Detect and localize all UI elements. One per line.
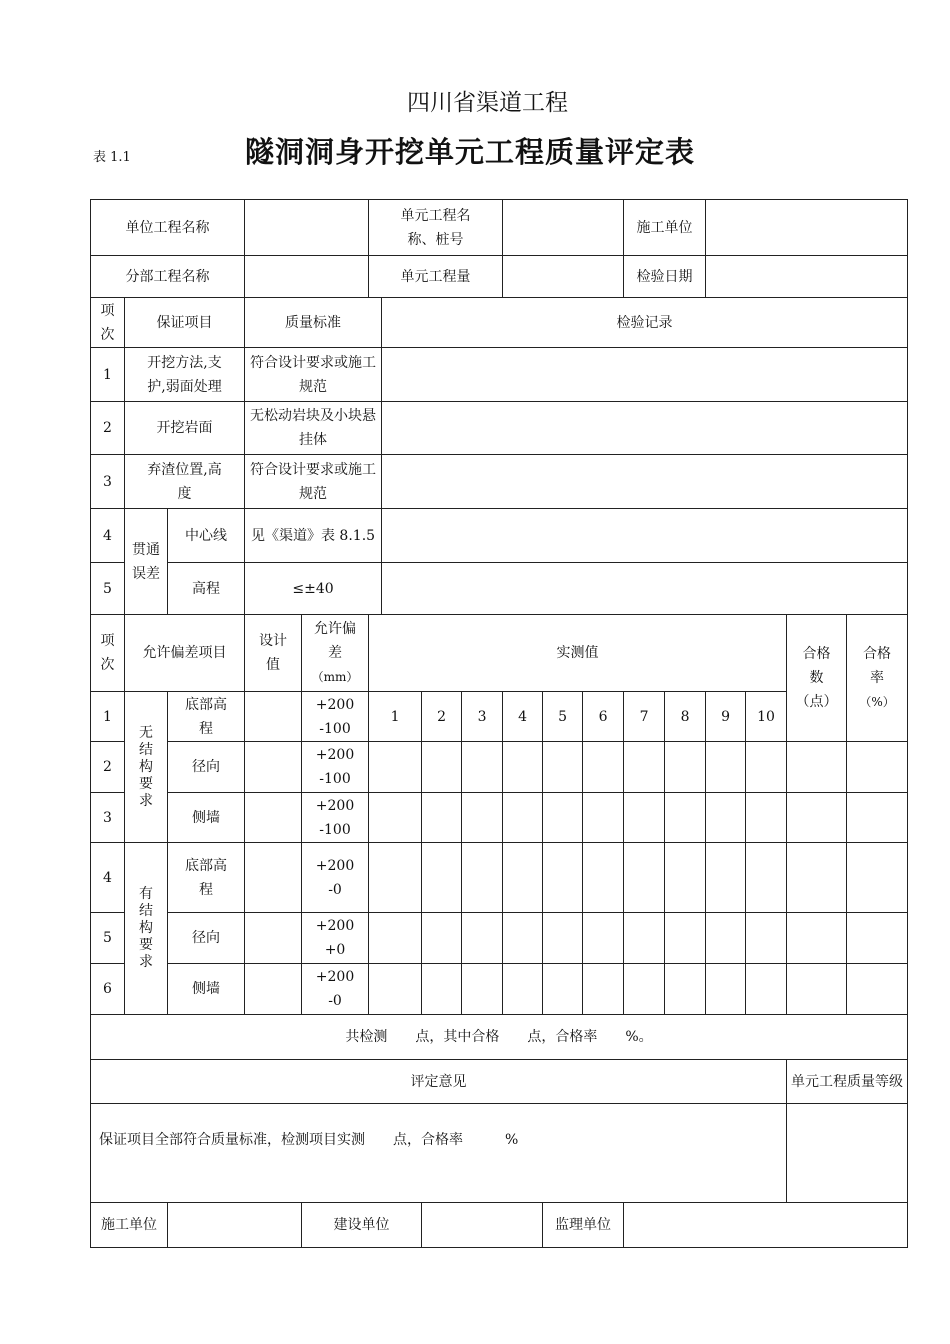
measured-cell[interactable] xyxy=(543,913,583,964)
measured-cell[interactable] xyxy=(422,843,462,913)
measured-cell[interactable] xyxy=(369,964,422,1015)
row-no: 4 xyxy=(91,509,125,563)
quality-standard: 符合设计要求或施工规范 xyxy=(245,455,382,509)
inspection-date-value[interactable] xyxy=(706,256,908,298)
page-title: 隧洞洞身开挖单元工程质量评定表 xyxy=(244,135,695,169)
measure-number: 3 xyxy=(462,692,503,742)
row-no: 5 xyxy=(91,563,125,615)
measured-cell[interactable] xyxy=(369,843,422,913)
measured-cell[interactable] xyxy=(422,742,462,793)
measured-cell[interactable] xyxy=(706,913,746,964)
allowed-deviation: +200 +0 xyxy=(302,913,369,964)
measured-cell[interactable] xyxy=(624,964,665,1015)
col-pass-count: 合格 数 （点） xyxy=(787,615,847,742)
inspection-record-cell[interactable] xyxy=(382,348,908,402)
measured-cell[interactable] xyxy=(746,793,787,843)
sign-contractor-label: 施工单位 xyxy=(91,1203,168,1248)
design-value-cell[interactable] xyxy=(245,913,302,964)
pass-count-cell[interactable] xyxy=(787,913,847,964)
measure-number: 1 xyxy=(369,692,422,742)
quality-standard: 无松动岩块及小块悬挂体 xyxy=(245,402,382,455)
measured-cell[interactable] xyxy=(503,964,543,1015)
measure-number: 10 xyxy=(746,692,787,742)
measured-cell[interactable] xyxy=(746,742,787,793)
measure-number: 5 xyxy=(543,692,583,742)
measure-number: 7 xyxy=(624,692,665,742)
element-project-value[interactable] xyxy=(503,200,624,256)
measured-cell[interactable] xyxy=(706,793,746,843)
row-no: 1 xyxy=(91,692,125,742)
pass-count-cell[interactable] xyxy=(787,843,847,913)
measure-number: 2 xyxy=(422,692,462,742)
pass-count-cell[interactable] xyxy=(787,793,847,843)
row-no: 3 xyxy=(91,455,125,509)
deviation-item: 侧墙 xyxy=(168,964,245,1015)
measured-cell[interactable] xyxy=(422,964,462,1015)
measured-cell[interactable] xyxy=(746,913,787,964)
design-value-cell[interactable] xyxy=(245,964,302,1015)
measured-cell[interactable] xyxy=(665,964,706,1015)
guarantee-item: 弃渣位置,高 度 xyxy=(125,455,245,509)
row-no: 5 xyxy=(91,913,125,964)
contractor-value[interactable] xyxy=(706,200,908,256)
measured-cell[interactable] xyxy=(503,913,543,964)
measured-cell[interactable] xyxy=(624,913,665,964)
deviation-item: 侧墙 xyxy=(168,793,245,843)
opinion-text: 保证项目全部符合质量标准，检测项目实测 点，合格率 % xyxy=(91,1104,787,1203)
measured-cell[interactable] xyxy=(665,913,706,964)
allowed-deviation: +200 -100 xyxy=(302,692,369,742)
measure-number: 6 xyxy=(583,692,624,742)
col-no-header: 项 次 xyxy=(91,298,125,348)
measured-cell[interactable] xyxy=(369,742,422,793)
allowed-deviation: +200 -0 xyxy=(302,843,369,913)
sign-supervisor-label: 监理单位 xyxy=(543,1203,624,1248)
col-guarantee-item: 保证项目 xyxy=(125,298,245,348)
measured-cell[interactable] xyxy=(746,964,787,1015)
measured-cell[interactable] xyxy=(665,742,706,793)
measured-cell[interactable] xyxy=(583,793,624,843)
pass-rate-cell[interactable] xyxy=(847,843,908,913)
quality-standard: 见《渠道》表 8.1.5 xyxy=(245,509,382,563)
inspection-date-label: 检验日期 xyxy=(624,256,706,298)
opinion-label: 评定意见 xyxy=(91,1060,787,1104)
deviation-item: 底部高 程 xyxy=(168,843,245,913)
measured-cell[interactable] xyxy=(543,843,583,913)
allowed-deviation: +200 -100 xyxy=(302,742,369,793)
col-no-header: 项 次 xyxy=(91,615,125,692)
inspection-record-cell[interactable] xyxy=(382,509,908,563)
allowed-deviation: +200 -100 xyxy=(302,793,369,843)
row-no: 6 xyxy=(91,964,125,1015)
unit-project-value[interactable] xyxy=(245,200,369,256)
pass-count-cell[interactable] xyxy=(787,964,847,1015)
col-quality-standard: 质量标准 xyxy=(245,298,382,348)
pass-rate-cell[interactable] xyxy=(847,742,908,793)
province-title: 四川省渠道工程 xyxy=(407,90,568,116)
row-no: 4 xyxy=(91,843,125,913)
pass-count-cell[interactable] xyxy=(787,742,847,793)
col-allowed-deviation: 允许偏 差 （mm） xyxy=(302,615,369,692)
measured-cell[interactable] xyxy=(543,793,583,843)
row-no: 1 xyxy=(91,348,125,402)
measure-number: 4 xyxy=(503,692,543,742)
measure-number: 9 xyxy=(706,692,746,742)
measured-cell[interactable] xyxy=(624,843,665,913)
col-pass-rate: 合格 率 （%） xyxy=(847,615,908,742)
measured-cell[interactable] xyxy=(665,843,706,913)
guarantee-item: 高程 xyxy=(168,563,245,615)
element-quantity-label: 单元工程量 xyxy=(369,256,503,298)
measured-cell[interactable] xyxy=(369,793,422,843)
col-deviation-item: 允许偏差项目 xyxy=(125,615,245,692)
measured-cell[interactable] xyxy=(422,793,462,843)
design-value-cell[interactable] xyxy=(245,692,302,742)
deviation-item: 径向 xyxy=(168,913,245,964)
quality-standard: 符合设计要求或施工规范 xyxy=(245,348,382,402)
contractor-label: 施工单位 xyxy=(624,200,706,256)
measured-cell[interactable] xyxy=(706,843,746,913)
measured-cell[interactable] xyxy=(462,913,503,964)
grade-value[interactable] xyxy=(787,1104,908,1203)
evaluation-table xyxy=(90,199,908,1248)
measured-cell[interactable] xyxy=(583,913,624,964)
grade-label: 单元工程质量等级 xyxy=(787,1060,908,1104)
group-with-structure: 有 结 构 要 求 xyxy=(125,843,168,1015)
pass-rate-cell[interactable] xyxy=(847,913,908,964)
through-error-label: 贯通 误差 xyxy=(125,509,168,615)
quality-standard: ≤±40 xyxy=(245,563,382,615)
pass-rate-cell[interactable] xyxy=(847,793,908,843)
element-project-label: 单元工程名 称、桩号 xyxy=(369,200,503,256)
col-design-value: 设计 值 xyxy=(245,615,302,692)
measured-cell[interactable] xyxy=(462,793,503,843)
sign-owner-label: 建设单位 xyxy=(302,1203,422,1248)
guarantee-item: 中心线 xyxy=(168,509,245,563)
row-no: 2 xyxy=(91,742,125,793)
col-measured-values: 实测值 xyxy=(369,615,787,692)
sub-project-label: 分部工程名称 xyxy=(91,256,245,298)
deviation-item: 径向 xyxy=(168,742,245,793)
guarantee-item: 开挖岩面 xyxy=(125,402,245,455)
measured-cell[interactable] xyxy=(624,742,665,793)
inspection-record-cell[interactable] xyxy=(382,563,908,615)
measured-cell[interactable] xyxy=(583,843,624,913)
measured-cell[interactable] xyxy=(503,843,543,913)
pass-rate-cell[interactable] xyxy=(847,964,908,1015)
total-check-line: 共检测 点，其中合格 点，合格率 %。 xyxy=(91,1015,908,1060)
group-no-structure: 无 结 构 要 求 xyxy=(125,692,168,843)
measured-cell[interactable] xyxy=(503,742,543,793)
measured-cell[interactable] xyxy=(583,964,624,1015)
measured-cell[interactable] xyxy=(706,742,746,793)
measured-cell[interactable] xyxy=(462,843,503,913)
measured-cell[interactable] xyxy=(369,913,422,964)
design-value-cell[interactable] xyxy=(245,742,302,793)
allowed-deviation: +200 -0 xyxy=(302,964,369,1015)
design-value-cell[interactable] xyxy=(245,793,302,843)
measured-cell[interactable] xyxy=(706,964,746,1015)
measured-cell[interactable] xyxy=(624,793,665,843)
measured-cell[interactable] xyxy=(583,742,624,793)
sub-project-value[interactable] xyxy=(245,256,369,298)
measured-cell[interactable] xyxy=(422,913,462,964)
sign-supervisor-value[interactable] xyxy=(624,1203,908,1248)
measured-cell[interactable] xyxy=(543,742,583,793)
deviation-item: 底部高 程 xyxy=(168,692,245,742)
inspection-record-cell[interactable] xyxy=(382,402,908,455)
element-quantity-value[interactable] xyxy=(503,256,624,298)
measured-cell[interactable] xyxy=(665,793,706,843)
sign-contractor-value[interactable] xyxy=(168,1203,302,1248)
measured-cell[interactable] xyxy=(746,843,787,913)
measured-cell[interactable] xyxy=(462,964,503,1015)
measure-number: 8 xyxy=(665,692,706,742)
measured-cell[interactable] xyxy=(503,793,543,843)
table-number: 表 1.1 xyxy=(93,150,131,165)
row-no: 3 xyxy=(91,793,125,843)
design-value-cell[interactable] xyxy=(245,843,302,913)
guarantee-item: 开挖方法,支 护,弱面处理 xyxy=(125,348,245,402)
sign-owner-value[interactable] xyxy=(422,1203,543,1248)
inspection-record-cell[interactable] xyxy=(382,455,908,509)
row-no: 2 xyxy=(91,402,125,455)
unit-project-label: 单位工程名称 xyxy=(91,200,245,256)
col-inspection-record: 检验记录 xyxy=(382,298,908,348)
measured-cell[interactable] xyxy=(543,964,583,1015)
measured-cell[interactable] xyxy=(462,742,503,793)
